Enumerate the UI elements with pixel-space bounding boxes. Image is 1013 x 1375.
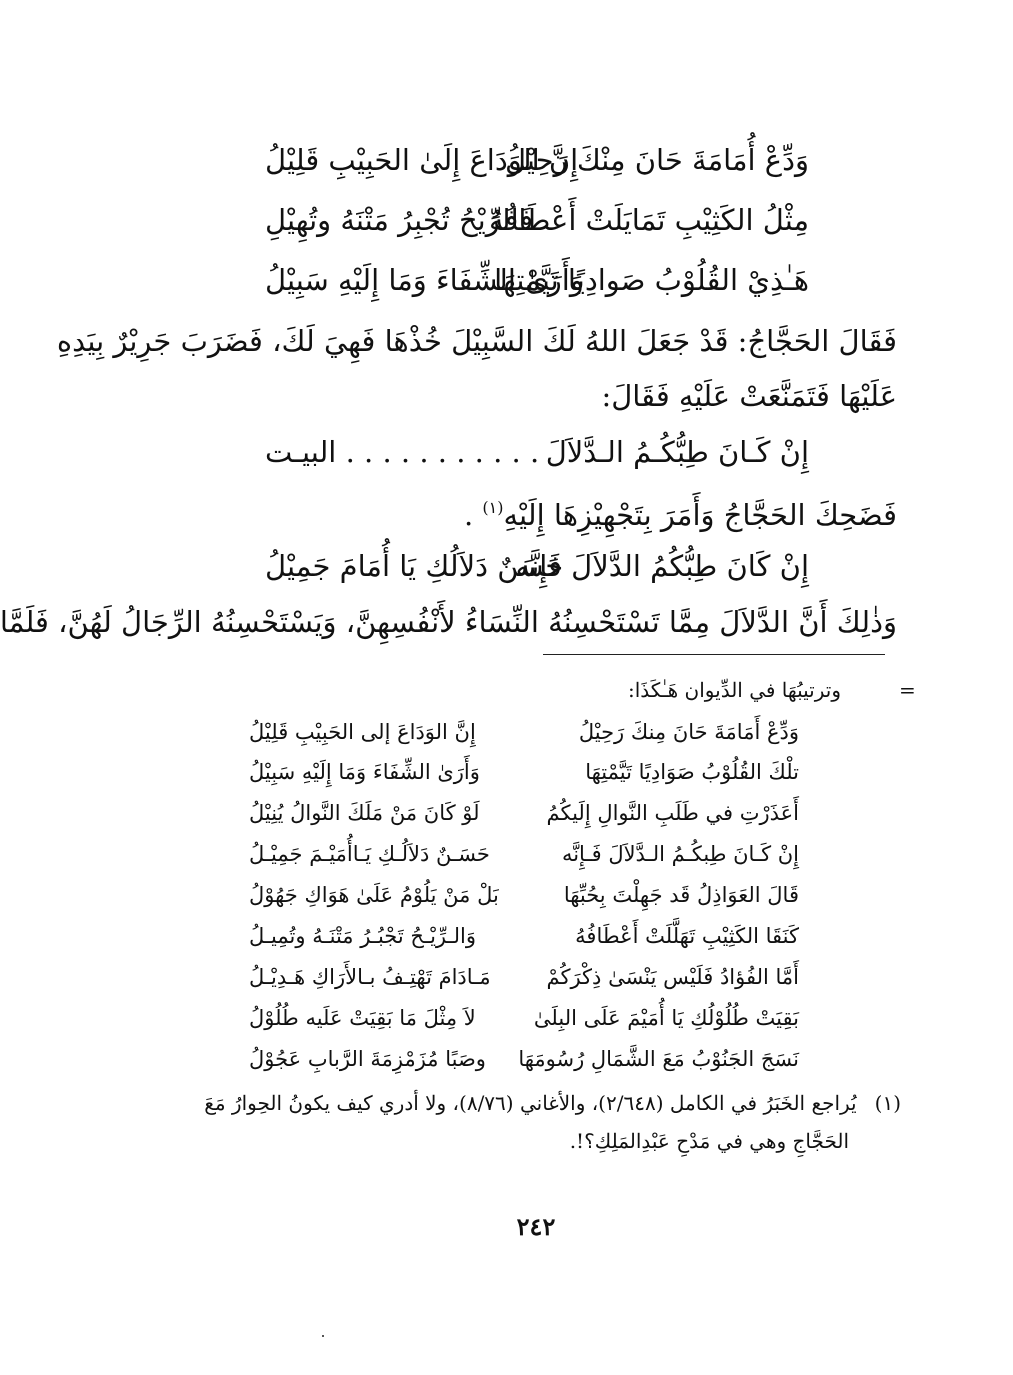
verse-first-hemistich: قَالَ العَوَاذِلُ قَد جَهِلْتَ بِحُبِّهَا xyxy=(563,883,799,907)
verse-first-hemistich: إِنْ كَـانَ طِبكُـمُ الـدَّلاَلَ فَـإِنَّه xyxy=(561,842,799,866)
verse-second-hemistich: لاَ مِثْلَ مَا بَقِيَتْ عَلَيه طُلُوْلُ xyxy=(249,1006,476,1030)
footnote-verse xyxy=(239,712,799,752)
verse-first-hemistich: وَدِّعْ أُمَامَةَ حَانَ مِنْكَ رَحِيْلُ xyxy=(504,143,809,177)
footnote-entry-continued: الحَجَّاجِ وهي في مَدْحِ عَبْدِالمَلِكِ؟!. xyxy=(569,1129,849,1153)
verse-second-hemistich: وَأَرَىٰ الشِّفَاءَ وَمَا إِلَيْهِ سَبِيْلُ xyxy=(265,263,584,297)
prose-line: فَقَالَ الحَجَّاجُ: قَدْ جَعَلَ اللهُ لَكَ السَّبِيْلَ خُذْهَا فَهِيَ لَكَ، فَضَرَبَ جَرِيْرٌ بِيَدِهِ xyxy=(56,324,897,358)
footnote-verse xyxy=(239,916,799,956)
verse-second-hemistich: فَالرِّيْحُ تُجْبِرُ مَتْنَهُ وتُهِيْلِ xyxy=(265,203,534,237)
verse-first-hemistich: أَمَّا الفُؤادُ فَلَيْس يَنْسَىٰ ذِكْرَكُمْ xyxy=(546,965,799,989)
footnote-entry xyxy=(175,1086,901,1120)
verse-second-hemistich: وَأَرَىٰ الشِّفَاءَ وَمَا إِلَيْهِ سَبِيْلُ xyxy=(249,760,480,784)
prose-line: عَلَيْهَا فَتَمَنَّعَتْ عَلَيْهِ فَقَالَ: xyxy=(601,379,897,413)
verse-first-hemistich: مِثْلُ الكَثِيْبِ تَمَايَلَتْ أَعْطَافُهُ xyxy=(488,203,809,237)
verse-second-hemistich: لَوْ كَانَ مَنْ مَلَكَ النَّوالُ يُنِيْلُ xyxy=(249,801,480,825)
poem-verse xyxy=(209,252,809,308)
prose-line: وَذٰلِكَ أَنَّ الدَّلاَلَ مِمَّا تَسْتَحْسِنُهُ النِّسَاءُ لأَنْفُسِهِنَّ، وَيَسْتَحْسِنُهُ الرِّجَالُ لَهُنَّ، فَلَمَّا xyxy=(0,605,897,639)
verse-first-hemistich: أَعَذَرْتِ في طَلَبِ النَّوالِ إِلَيكُمُ xyxy=(546,801,799,825)
footnote-marker: (١) xyxy=(482,498,504,517)
continuation-mark: = xyxy=(899,678,916,702)
verse-second-hemistich: إِنَّ الوَدَاعَ إلى الحَبِيْبِ قَلِيْلُ xyxy=(249,720,476,744)
verse-second-hemistich: وصَبًا مُزَمْزِمَةَ الرَّبابِ عَجُوْلُ xyxy=(249,1047,486,1071)
poem-verse xyxy=(209,192,809,248)
verse-first-hemistich: وَدِّعْ أَمَامَةَ حَانَ مِنكَ رَحِيْلُ xyxy=(578,720,799,744)
footnote-verse xyxy=(239,957,799,997)
footnote-verse xyxy=(239,998,799,1038)
footnote-text: يُراجع الخَبَرُ في الكامل (٢/٦٤٨)، والأغاني (٨/٧٦)، ولا أدري كيف يكونُ الحِوارُ مَعَ xyxy=(204,1091,857,1115)
prose-line xyxy=(179,480,897,543)
poem-verse xyxy=(209,132,809,188)
verse-elided-hemistich: . . . . . . . . . . . البيـت xyxy=(265,435,540,469)
verse-first-hemistich: بَقِيَتْ طُلُوْلُكِ يَا أُمَيْمَ عَلَى البِلَىٰ xyxy=(533,1006,799,1030)
verse-first-hemistich: تلْكَ القُلُوْبُ صَوَادِيًا تَيَّمْتِهَا xyxy=(585,760,799,784)
footnote-verse xyxy=(239,834,799,874)
verse-second-hemistich: وَالـرِّيْـحُ تَجْبُـرُ مَتْنَـهُ وتُمِيـلُ xyxy=(249,924,477,948)
verse-first-hemistich: إِنْ كَانَ طِبُّكُمُ الدَّلاَلَ فَإِنَّه xyxy=(515,549,809,583)
verse-first-hemistich: كَنَقَا الكَثِيْبِ تَهَلَّلَتْ أَعْطَافُهُ xyxy=(575,924,799,948)
verse-first-hemistich: هَـٰذِيْ القُلُوْبُ صَوادِيًا تَيَّمْتِهَا xyxy=(494,263,809,297)
footnote-separator xyxy=(543,654,885,655)
verse-first-hemistich: إِنْ كَـانَ طِبُّكُـمُ الـدَّلاَلَ xyxy=(545,435,809,469)
quoted-verse xyxy=(209,538,809,594)
verse-second-hemistich: حَسَـنٌ دَلاَلُـكِ يَـاأُمَيْـمَ جَمِيْـلُ xyxy=(249,842,490,866)
quoted-verse-partial xyxy=(209,424,809,480)
footnote-verse xyxy=(239,793,799,833)
verse-second-hemistich: حَسَنٌ دَلاَلُكِ يَا أُمَامَ جَمِيْلُ xyxy=(265,549,564,583)
page-number: ٢٤٢ xyxy=(516,1212,556,1241)
scan-speck xyxy=(322,1335,324,1337)
footnote-verse xyxy=(239,1039,799,1079)
verse-second-hemistich: بَلْ مَنْ يَلُوْمُ عَلَىٰ هَوَاكِ جَهُوْلُ xyxy=(249,883,499,907)
footnote-verse xyxy=(239,875,799,915)
footnote-intro: وترتيبُهَا في الدِّيوان هَـٰكَذَا: xyxy=(627,678,841,702)
verse-second-hemistich: مَـادَامَ تَهْتِـفُ بـالأَرَاكِ هَـدِيْـلُ xyxy=(249,965,491,989)
footnote-verse xyxy=(239,752,799,792)
footnote-number: (١) xyxy=(874,1091,901,1115)
verse-first-hemistich: نَسَجَ الجَنُوْبُ مَعَ الشَّمَالِ رُسُومَهَا xyxy=(518,1047,799,1071)
prose-text: فَضَحِكَ الحَجَّاجُ وَأَمَرَ بِتَجْهِيْزِهَا إِلَيْهِ xyxy=(503,498,897,532)
sentence-end: . xyxy=(463,498,474,532)
verse-second-hemistich: إِنَّ الوَدَاعَ إِلَىٰ الحَبِيْبِ قَلِيْلُ xyxy=(265,143,579,177)
